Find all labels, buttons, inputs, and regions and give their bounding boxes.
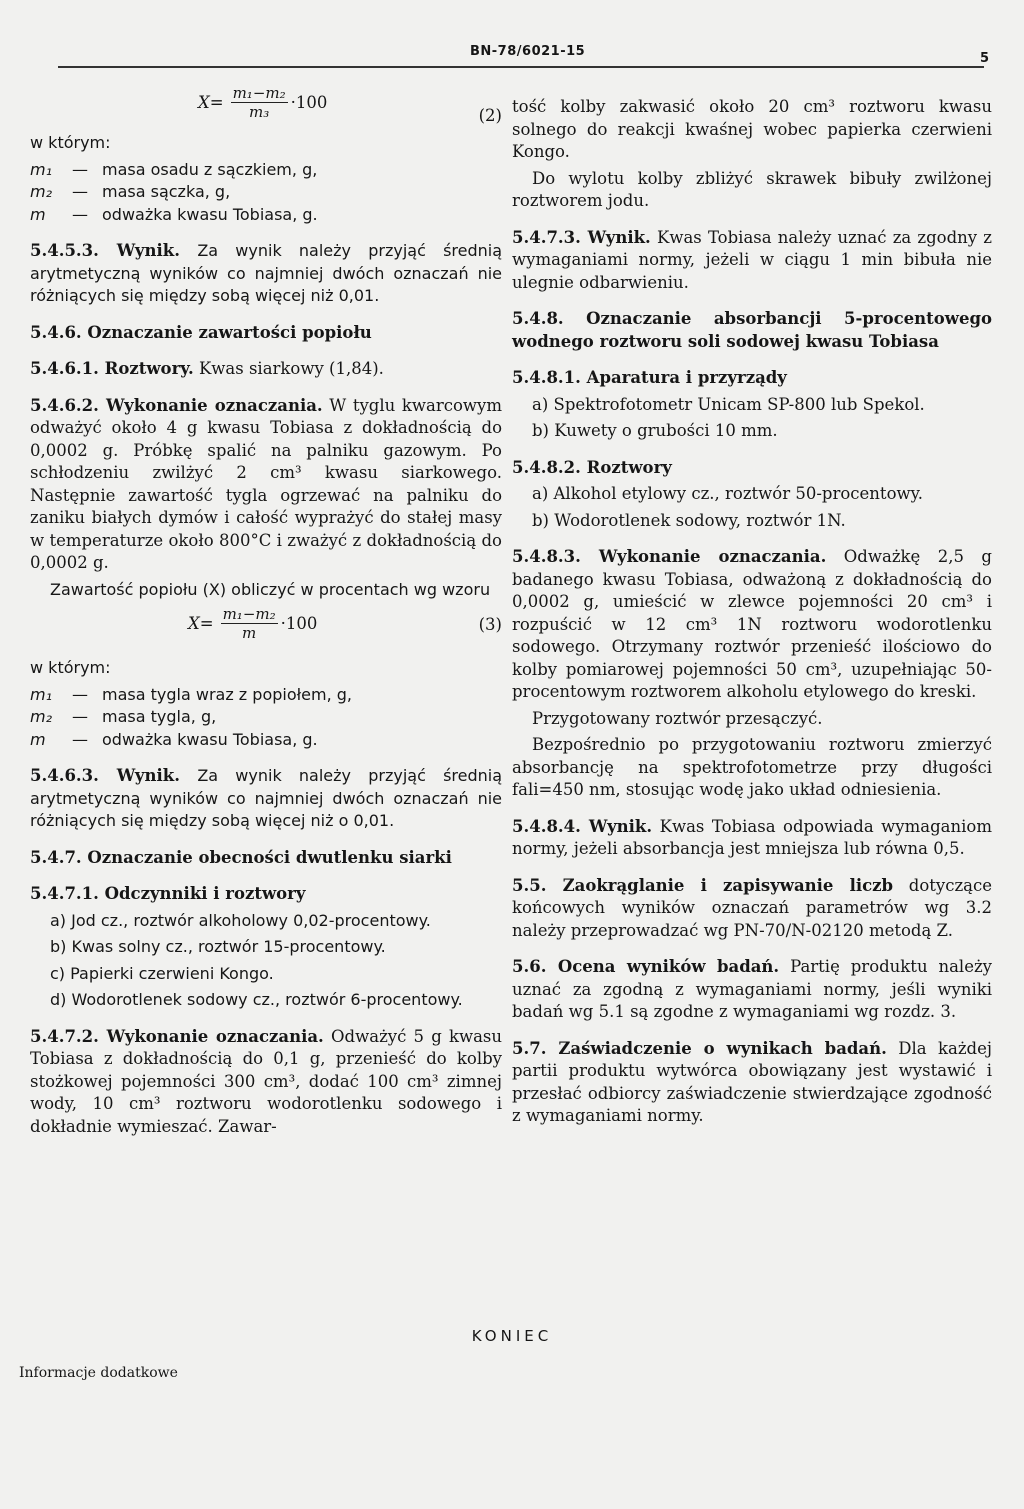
definition-dash: — — [72, 729, 88, 749]
section-5482-heading: 5.4.8.2. Roztwory — [512, 457, 672, 477]
definition-dash: — — [72, 684, 88, 704]
section-5481-heading: 5.4.8.1. Aparatura i przyrządy — [512, 368, 787, 387]
apparatus-list — [512, 394, 992, 443]
solutions-list — [512, 483, 992, 532]
list-item: a) Spektrofotometr Unicam SP-800 lub Spekol. — [532, 394, 925, 414]
where-label: w którym: — [30, 133, 111, 152]
definition-row — [30, 706, 502, 729]
definition-row — [30, 159, 502, 182]
section-55: 5.5. Zaokrąglanie i zapisywanie liczb dotyczące końcowych wyników oznaczań parametrów wg 3.2 należy przeprowadzać wg PN-70/N-02120 metodą Z. — [512, 875, 992, 940]
section-5453: 5.4.5.3. Wynik. Za wynik należy przyjąć średnią arytmetyczną wyników co najmniej dwóch oznaczań nie różniących się między sobą więcej niż 0,01. — [30, 241, 503, 305]
definitions-list — [30, 159, 502, 227]
section-5473: 5.4.7.3. Wynik. Kwas Tobiasa należy uznać za zgodny z wymaganiami normy, jeżeli w ciągu 1 min bibuła nie ulegnie odbarwieniu. — [512, 227, 993, 292]
definition-dash: — — [72, 204, 88, 224]
list-item: a) Jod cz., roztwór alkoholowy 0,02-procentowy. — [50, 910, 431, 930]
section-548-heading: 5.4.8. Oznaczanie absorbancji 5-procentowego wodnego roztworu soli sodowej kwasu Tobiasa — [512, 309, 992, 351]
end-marker: KONIEC — [471, 1327, 553, 1345]
list-item: c) Papierki czerwieni Kongo. — [50, 963, 274, 983]
definition-text: odważka kwasu Tobiasa, g. — [102, 729, 318, 749]
list-item: d) Wodorotlenek sodowy cz., roztwór 6-procentowy. — [50, 990, 463, 1009]
list-item: a) Alkohol etylowy cz., roztwór 50-procentowy. — [532, 484, 923, 503]
section-5463: 5.4.6.3. Wynik. Za wynik należy przyjąć średnią arytmetyczną wyników co najmniej dwóch oznaczań nie różniących się między sobą więcej niż o 0,01. — [30, 766, 503, 830]
definition-symbol: m₁ — [30, 159, 52, 179]
definition-dash: — — [72, 159, 88, 179]
paragraph-bezposrednio: Bezpośrednio po przygotowaniu roztworu zmierzyć absorbancję na spektrofotometrze przy długości fali=450 nm, stosując wodę jako układ odniesienia. — [512, 735, 992, 799]
section-5483: 5.4.8.3. Wykonanie oznaczania. Odważkę 2,5 g badanego kwasu Tobiasa, odważoną z dokładnością do 0,0002 g, umieścić w zlewce pojemności 20 cm³ i rozpuścić w 12 cm³ 1N roztworu wodorotlenku sodowego. Otrzymany roztwór przenieść ilościowo do kolby pomiarowej pojemności 50 cm³, uzupełniając 50-procentowym roztworem alkoholu etylowego do kreski. — [512, 547, 992, 701]
paragraph-zawartosc: Zawartość popiołu (X) obliczyć w procentach wg wzoru — [50, 579, 491, 599]
formula-3: X= $\frac{\text{m₁−m₂}}{m}$ ·100 (3) — [188, 605, 502, 642]
section-546-heading: 5.4.6. Oznaczanie zawartości popiołu — [30, 322, 372, 342]
definition-symbol: m₂ — [30, 707, 52, 726]
definition-row — [30, 729, 502, 752]
page-number: 5 — [980, 51, 990, 66]
definition-symbol: m — [30, 729, 46, 749]
right-column — [512, 96, 992, 1132]
section-57: 5.7. Zaświadczenie o wynikach badań. Dla każdej partii produktu wytwórca obowiązany jest wystawić i przesłać odbiorcy zaświadczenie stwierdzające zgodność z wymaganiami normy. — [512, 1038, 992, 1125]
section-56: 5.6. Ocena wyników badań. Partię produktu należy uznać za zgodną z wymaganiami normy, jeśli wyniki badań wg 5.1 są zgodne z wymaganiami wg rozdz. 3. — [512, 957, 992, 1021]
standard-code: BN-78/6021-15 — [470, 44, 586, 59]
formula-number: (3) — [478, 615, 502, 634]
definition-row — [30, 684, 502, 707]
list-item: b) Kuwety o grubości 10 mm. — [532, 421, 778, 440]
paragraph-wylot: Do wylotu kolby zbliżyć skrawek bibuły zwilżonej roztworem jodu. — [512, 168, 992, 210]
header-rule — [58, 66, 984, 68]
section-547-heading: 5.4.7. Oznaczanie obecności dwutlenku siarki — [30, 847, 452, 867]
additional-info-label: Informacje dodatkowe — [19, 1365, 178, 1381]
section-5471-heading: 5.4.7.1. Odczynniki i roztwory — [30, 884, 306, 903]
definition-dash: — — [72, 182, 88, 201]
paragraph-continuation: tość kolby zakwasić około 20 cm³ roztworu kwasu solnego do reakcji kwaśnej wobec papierka czerwieni Kongo. — [512, 97, 992, 161]
definition-symbol: m₁ — [30, 684, 52, 704]
definition-text: masa osadu z sączkiem, g, — [102, 159, 318, 179]
left-column — [30, 84, 502, 1142]
definition-row — [30, 204, 502, 227]
definition-row — [30, 181, 502, 204]
definition-dash: — — [72, 707, 88, 726]
definition-text: odważka kwasu Tobiasa, g. — [102, 204, 318, 224]
definitions-list — [30, 684, 502, 752]
section-5484: 5.4.8.4. Wynik. Kwas Tobiasa odpowiada wymaganiom normy, jeżeli absorbancja jest mniejsza lub równa 0,5. — [512, 816, 992, 858]
reagents-list — [30, 910, 502, 1012]
definition-text: masa tygla wraz z popiołem, g, — [102, 684, 353, 704]
section-5462: 5.4.6.2. Wykonanie oznaczania. W tyglu kwarcowym odważyć około 4 g kwasu Tobiasa z dokładnością do 0,0002 g. Próbkę spalić na palniku gazowym. Po schłodzeniu zwilżyć 2 cm³ kwasu siarkowego. Następnie zawartość tygla ogrzewać na palniku do zaniku białych dymów i całość wyprażyć do stałej masy w temperaturze około 800°C i zważyć z dokładnością do 0,0002 g. — [30, 395, 503, 572]
formula-number: (2) — [478, 106, 502, 125]
section-5461: 5.4.6.1. Roztwory. Kwas siarkowy (1,84). — [30, 359, 384, 378]
section-5472: 5.4.7.2. Wykonanie oznaczania. Odważyć 5 g kwasu Tobiasa z dokładnością do 0,1 g, przenieść do kolby stożkowej pojemności 300 cm³, dodać 100 cm³ zimnej wody, 10 cm³ roztworu wodorotlenku sodowego i dokładnie wymieszać. Zawar- — [30, 1026, 503, 1136]
definition-symbol: m — [30, 204, 46, 224]
where-label: w którym: — [30, 658, 111, 677]
list-item: b) Wodorotlenek sodowy, roztwór 1N. — [532, 510, 846, 530]
paragraph-przesaczyc: Przygotowany roztwór przesączyć. — [532, 708, 823, 728]
definition-symbol: m₂ — [30, 182, 52, 201]
formula-2: X= $\frac{\text{m₁−m₂}}{\text{m₃}}$ ·100 (2) — [198, 84, 502, 125]
list-item: b) Kwas solny cz., roztwór 15-procentowy. — [50, 937, 386, 956]
definition-text: masa sączka, g, — [102, 182, 231, 201]
definition-text: masa tygla, g, — [102, 707, 217, 726]
